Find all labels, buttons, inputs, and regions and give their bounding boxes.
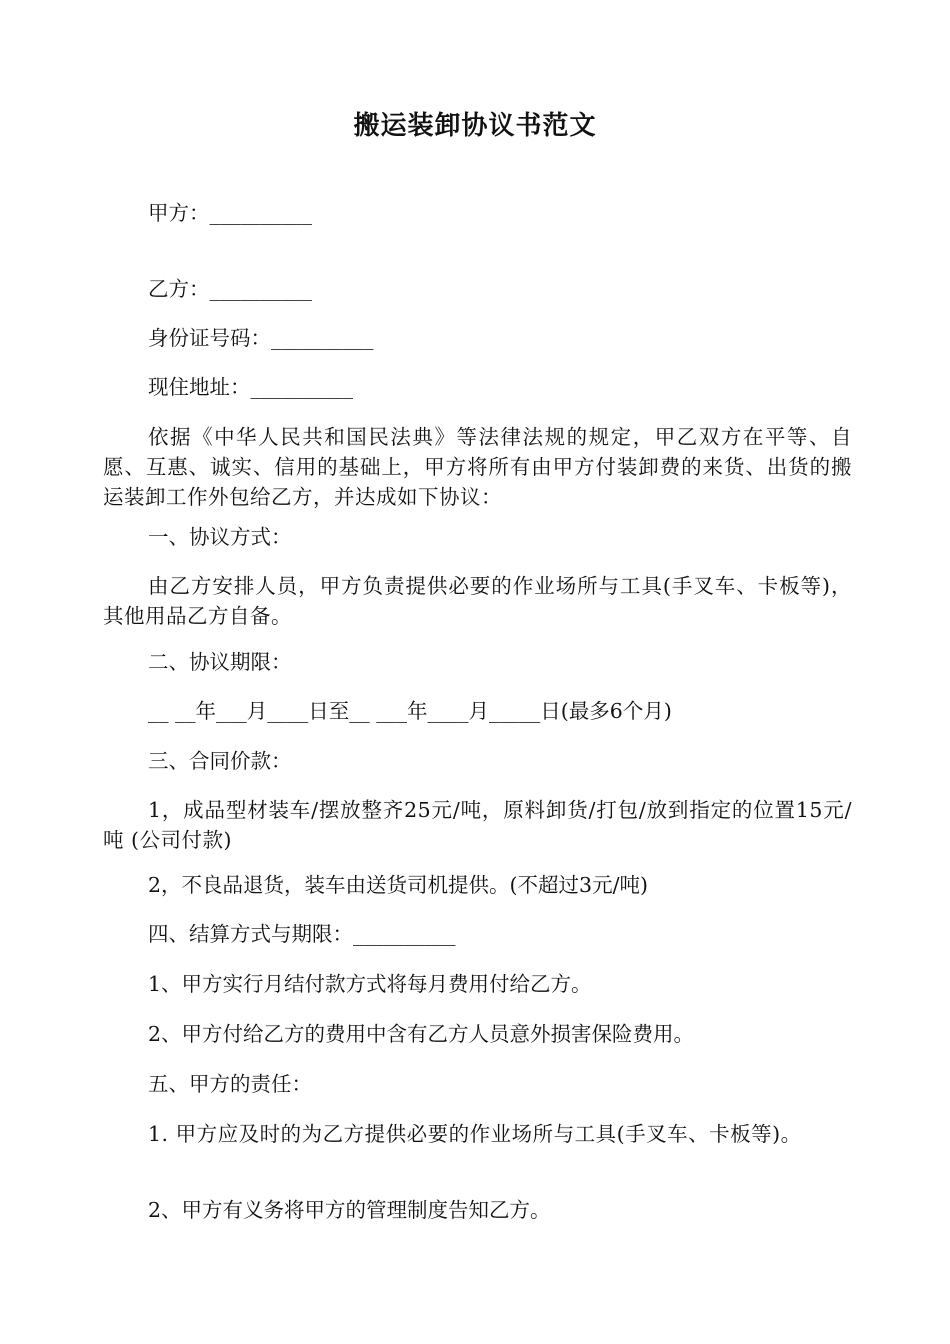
party-b-line: 乙方：__________ <box>148 277 312 301</box>
section1-heading: 一、协议方式： <box>148 525 292 549</box>
section5-heading: 五、甲方的责任： <box>148 1072 312 1096</box>
section5-item2: 2、甲方有义务将甲方的管理制度告知乙方。 <box>148 1198 551 1222</box>
id-number-line: 身份证号码：__________ <box>148 326 374 350</box>
party-a-line: 甲方：__________ <box>148 201 312 225</box>
preamble-paragraph: 依据《中华人民共和国民法典》等法律法规的规定，甲乙双方在平等、自愿、互惠、诚实、信用的基础上，甲方将所有由甲方付装卸费的来货、出货的搬运装卸工作外包给乙方，并达成如下协议： <box>103 425 852 509</box>
section2-heading: 二、协议期限： <box>148 650 292 674</box>
section4-item1: 1、甲方实行月结付款方式将每月费用付给乙方。 <box>148 972 592 996</box>
section4-heading: 四、结算方式与期限：__________ <box>148 922 456 946</box>
section4-item2: 2、甲方付给乙方的费用中含有乙方人员意外损害保险费用。 <box>148 1022 695 1046</box>
section5-item1: 1. 甲方应及时的为乙方提供必要的作业场所与工具(手叉车、卡板等)。 <box>148 1122 802 1146</box>
section3-item2: 2，不良品退货，装车由送货司机提供。(不超过3元/吨) <box>148 873 648 897</box>
section1-paragraph: 由乙方安排人员，甲方负责提供必要的作业场所与工具(手叉车、卡板等)，其他用品乙方自备。 <box>103 574 852 628</box>
section3-heading: 三、合同价款： <box>148 749 292 773</box>
document-title: 搬运装卸协议书范文 <box>353 111 597 141</box>
address-line: 现住地址：__________ <box>148 375 353 399</box>
section3-item1: 1，成品型材装车/摆放整齐25元/吨，原料卸货/打包/放到指定的位置15元/吨 (公司付款) <box>103 798 852 852</box>
section2-term-line: __ __年___月____日至__ ___年____月_____日(最多6个月) <box>148 699 672 723</box>
